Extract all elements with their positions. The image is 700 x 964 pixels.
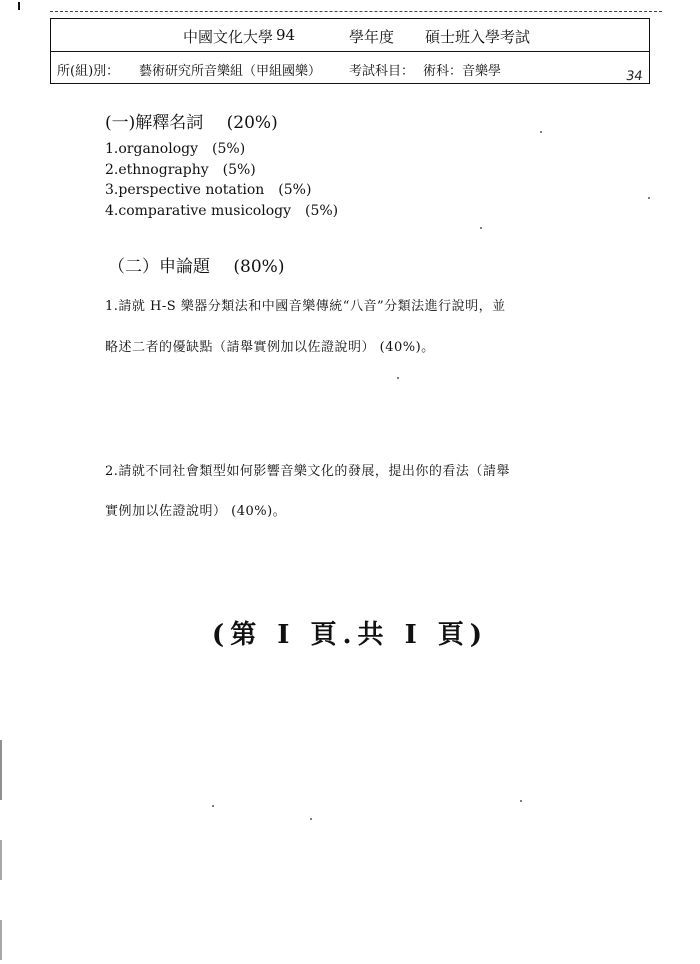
term-text: 4.comparative musicology — [105, 203, 291, 219]
scan-speck — [520, 800, 522, 802]
scan-speck — [397, 377, 399, 379]
term-weight: (5%) — [278, 182, 312, 198]
term-text: 3.perspective notation — [105, 182, 265, 198]
term-weight: (5%) — [212, 141, 246, 157]
section1-heading — [105, 108, 278, 133]
scan-edge — [0, 840, 2, 880]
term-text: 1.organology — [105, 141, 199, 157]
section2-heading — [108, 252, 284, 277]
page-footer: (第 Ⅰ 頁.共 Ⅰ 頁) — [211, 620, 489, 650]
term-item — [105, 141, 245, 157]
scan-speck — [310, 818, 312, 820]
academic-year-label: 學年度 — [349, 28, 395, 46]
exam-title-row — [51, 19, 649, 52]
top-rule — [50, 11, 662, 13]
exam-name: 碩士班入學考試 — [425, 28, 531, 46]
question2-line1: 2.請就不同社會類型如何影響音樂文化的發展，提出你的看法（請舉 — [105, 464, 510, 479]
university-name: 中國文化大學 — [183, 28, 274, 46]
exam-info-row — [51, 52, 649, 85]
exam-year: 94 — [276, 26, 296, 44]
question2-line2: 實例加以佐證說明） (40%)。 — [105, 504, 287, 519]
section2-title: （二）申論題 — [108, 257, 210, 277]
question1-line2: 略述二者的優缺點（請舉實例加以佐證說明） (40%)。 — [105, 340, 435, 355]
dept-label: 所(組)別： — [57, 64, 120, 79]
scan-speck — [212, 805, 214, 807]
scan-speck — [648, 197, 650, 199]
scan-edge — [0, 740, 2, 800]
question1-line1: 1.請就 H-S 樂器分類法和中國音樂傳統“八音”分類法進行說明，並 — [105, 299, 506, 314]
term-weight: (5%) — [222, 162, 256, 178]
term-weight: (5%) — [305, 203, 339, 219]
scan-mark — [18, 2, 20, 10]
term-item — [105, 203, 338, 219]
scan-speck — [540, 131, 542, 133]
section1-title: (一)解釋名詞 — [105, 113, 204, 133]
subject-label: 考試科目： — [349, 64, 415, 79]
subject-value: 術科：音樂學 — [423, 64, 502, 79]
scan-speck — [480, 227, 482, 229]
term-item — [105, 182, 311, 198]
dept-value: 藝術研究所音樂組（甲組國樂） — [139, 64, 322, 79]
term-item — [105, 162, 256, 178]
section1-weight: (20%) — [226, 113, 278, 133]
term-text: 2.ethnography — [105, 162, 209, 178]
handwritten-page-mark: 34 — [625, 69, 645, 84]
section2-weight: (80%) — [233, 257, 285, 277]
scan-edge — [0, 920, 2, 960]
exam-header — [50, 18, 650, 84]
